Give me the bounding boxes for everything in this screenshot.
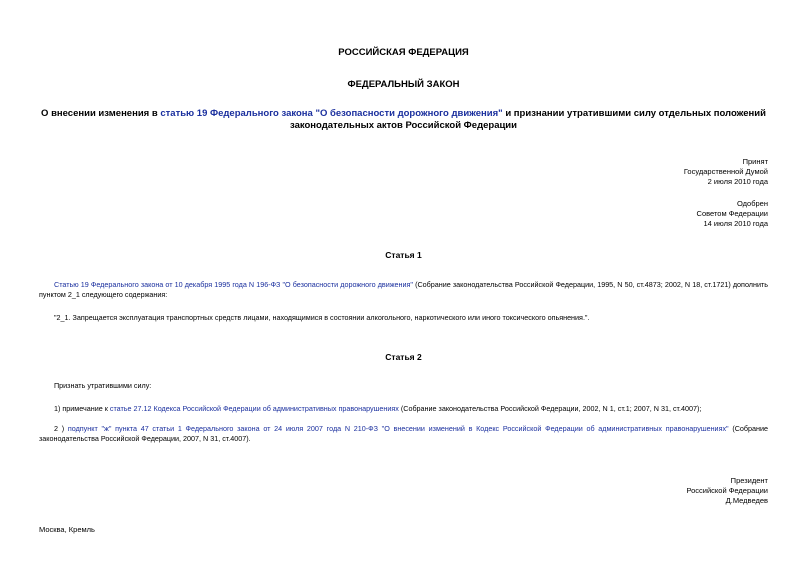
signature-name: Д.Медведев	[725, 496, 768, 505]
approved-body: Советом Федерации	[696, 209, 768, 218]
document-title	[40, 108, 767, 132]
article2-item2-suffix: (Собрание законодательства Российской Федерации, 2007, N 31, ст.4007).	[39, 424, 769, 443]
approved-block	[697, 199, 768, 229]
signing-place: Москва, Кремль	[39, 525, 95, 534]
accepted-block	[684, 157, 768, 187]
title-prefix: О внесении изменения в	[41, 108, 161, 119]
article2-item1	[39, 404, 768, 414]
accepted-body: Государственной Думой	[683, 167, 768, 176]
article2-item1-prefix: 1) примечание к	[54, 404, 110, 413]
article2-item1-suffix: (Собрание законодательства Российской Федерации, 2002, N 1, ст.1; 2007, N 31, ст.4007);	[398, 404, 702, 413]
article1-heading: Статья 1	[385, 250, 422, 260]
accepted-date: 2 июля 2010 года	[707, 177, 768, 186]
accepted-label: Принят	[742, 157, 768, 166]
approved-date: 14 июля 2010 года	[703, 219, 768, 228]
article2-item2-link[interactable]: подпункт "ж" пункта 47 статьи 1 Федерального закона от 24 июля 2007 года N 210-ФЗ "О внесении изменений в Кодекс Российской Федерации об административных правонарушениях"	[67, 424, 729, 433]
article2-item1-link[interactable]: статье 27.12 Кодекса Российской Федерации об административных правонарушениях	[109, 404, 399, 413]
country-heading: РОССИЙСКАЯ ФЕДЕРАЦИЯ	[338, 47, 469, 58]
article1-paragraph1	[39, 280, 768, 300]
article1-paragraph2: "2_1. Запрещается эксплуатация транспортных средств лицами, находящимися в состоянии алкогольного, наркотического или иного токсического опьянения.".	[54, 313, 590, 322]
article2-intro: Признать утратившими силу:	[54, 381, 152, 390]
signature-block	[686, 476, 768, 506]
signature-title: Президент	[730, 476, 768, 485]
approved-label: Одобрен	[737, 199, 768, 208]
document-type-heading: ФЕДЕРАЛЬНЫЙ ЗАКОН	[347, 79, 460, 90]
title-link[interactable]: статью 19 Федерального закона "О безопасности дорожного движения"	[160, 108, 503, 119]
article1-law-link[interactable]: Статью 19 Федерального закона от 10 декабря 1995 года N 196-ФЗ "О безопасности дорожного движения"	[54, 280, 413, 289]
title-suffix: и признании утратившими силу отдельных положений законодательных актов Российской Федерации	[289, 108, 766, 131]
signature-country: Российской Федерации	[686, 486, 768, 495]
article2-item2	[39, 424, 768, 444]
article2-item2-prefix: 2 )	[54, 424, 68, 433]
article1-paragraph1-text: (Собрание законодательства Российской Федерации, 1995, N 50, ст.4873; 2002, N 18, ст.1721) дополнить пунктом 2_1 следующего содержания:	[39, 280, 768, 299]
article2-heading: Статья 2	[385, 352, 422, 362]
